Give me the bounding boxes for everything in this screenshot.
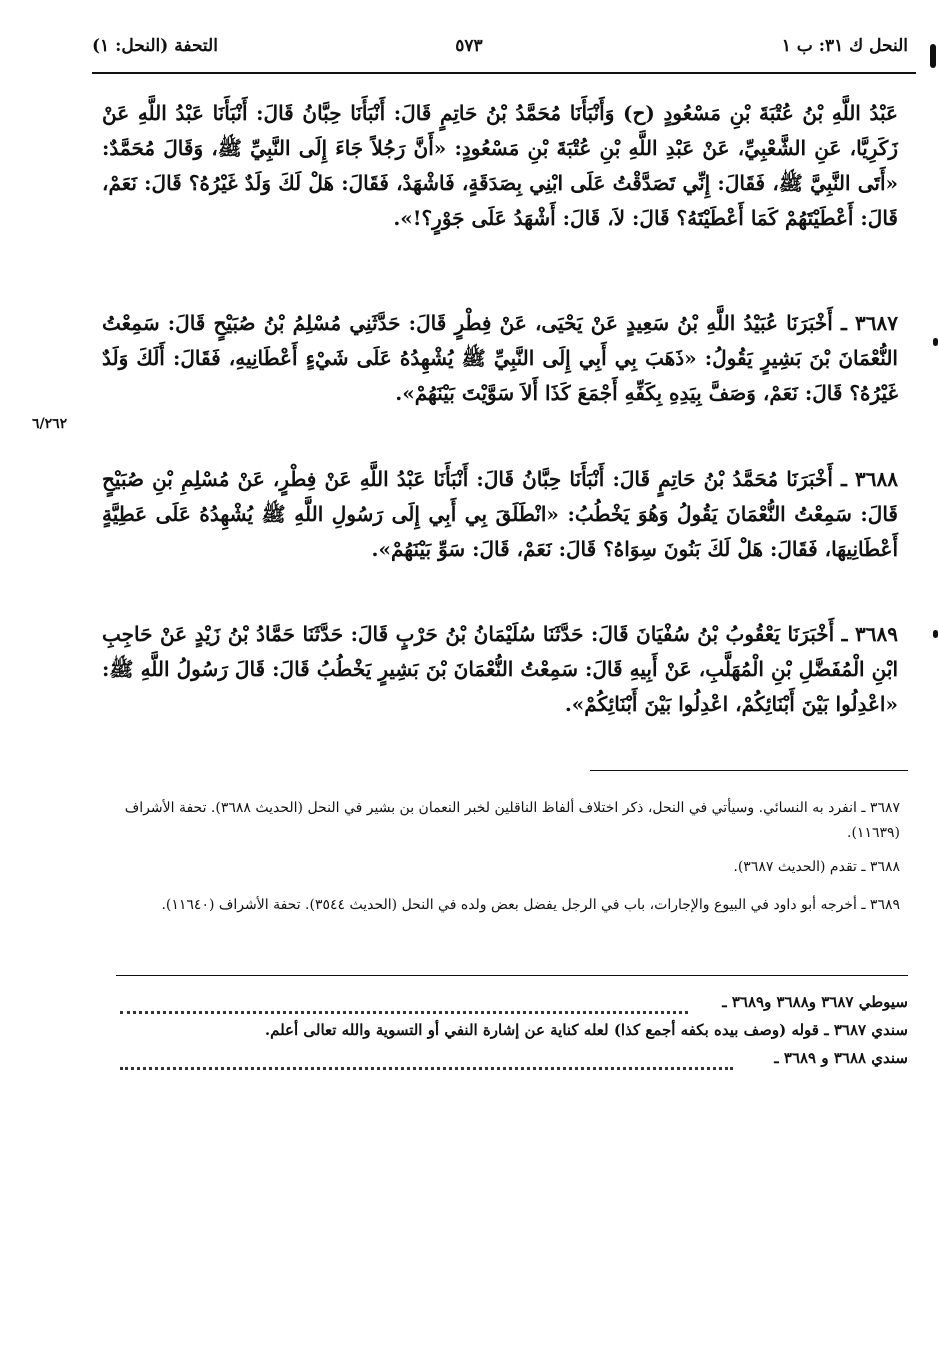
footnote: ٣٦٨٨ ـ تقدم (الحديث ٣٦٨٧). xyxy=(733,859,900,875)
dotted-leader xyxy=(120,1067,733,1070)
commentary-line: سندي ٣٦٨٧ ـ قوله (وصف بيده بكفه أجمع كذا) لعله كناية عن إشارة النفي أو التسوية والله تعالى أعلم. xyxy=(264,1021,908,1039)
hadith-paragraph: عَبْدُ اللَّهِ بْنُ عُتْبَةَ بْنِ مَسْعُودٍ (ح) وَأَنْبَأَنَا مُحَمَّدُ بْنُ حَاتِمٍ قَالَ: أَنْبَأَنَا حِبَّانُ قَالَ: أَنْبَأَنَا عَبْدُ اللَّهِ عَنْ زَكَرِيَّا، عَنِ الشَّعْبِيِّ، عَنْ عَبْدِ اللَّهِ بْنِ عُتْبَةَ بْنِ مَسْعُودٍ: «أَنَّ رَجُلاً جَاءَ إِلَى النَّبِيِّ ﷺ، وَقَالَ مُحَمَّدٌ: «أَتَى النَّبِيَّ ﷺ، فَقَالَ: إِنِّي تَصَدَّقْتُ عَلَى ابْنِي بِصَدَقَةٍ، فَاشْهَدْ، فَقَالَ: هَلْ لَكَ وَلَدٌ غَيْرُهُ؟ قَالَ: نَعَمْ، قَالَ: أَعْطَيْتَهُمْ كَمَا أَعْطَيْتَهُ؟ قَالَ: لاَ، قَالَ: أَشْهَدُ عَلَى جَوْرٍ؟!». xyxy=(102,101,898,230)
margin-reference: ٦/٢٦٢ xyxy=(32,416,68,432)
footnote-rule xyxy=(590,770,908,771)
dotted-leader xyxy=(120,1011,688,1014)
hadith-paragraph: ٣٦٨٩ ـ أَخْبَرَنَا يَعْقُوبُ بْنُ سُفْيَانَ قَالَ: حَدَّثَنَا سُلَيْمَانُ بْنُ حَرْبٍ قَالَ: حَدَّثَنَا حَمَّادُ بْنُ زَيْدٍ عَنْ حَاجِبِ ابْنِ الْمُفَضَّلِ بْنِ الْمُهَلَّبِ، عَنْ أَبِيهِ قَالَ: سَمِعْتُ النُّعْمَانَ بْنَ بَشِيرٍ يَخْطُبُ قَالَ: قَالَ رَسُولُ اللَّهِ ﷺ: «اعْدِلُوا بَيْنَ أَبْنَائِكُمْ، اعْدِلُوا بَيْنَ أَبْنَائِكُمْ». xyxy=(102,622,898,716)
commentary-line: سيوطي ٣٦٨٧ و٣٦٨٨ و٣٦٨٩ ـ xyxy=(722,993,908,1011)
hadith-paragraph: ٣٦٨٨ ـ أَخْبَرَنَا مُحَمَّدُ بْنُ حَاتِمٍ قَالَ: أَنْبَأَنَا حِبَّانُ قَالَ: أَنْبَأَنَا عَبْدُ اللَّهِ عَنْ فِطْرٍ، عَنْ مُسْلِمِ بْنِ صُبَيْحٍ قَالَ: سَمِعْتُ النُّعْمَانَ يَقُولُ وَهُوَ يَخْطُبُ: «انْطَلَقَ بِي أَبِي إِلَى رَسُولِ اللَّهِ ﷺ يُشْهِدُهُ عَلَى عَطِيَّةٍ أَعْطَانِيهَا، فَقَالَ: هَلْ لَكَ بَنُونَ سِوَاهُ؟ قَالَ: نَعَمْ، قَالَ: سَوِّ بَيْنَهُمْ». xyxy=(102,467,898,561)
page-edge-mark xyxy=(933,338,938,346)
commentary-line: سندي ٣٦٨٨ و ٣٦٨٩ ـ xyxy=(774,1049,908,1067)
page-number: ٥٧٣ xyxy=(455,36,483,56)
hadith-paragraph: ٣٦٨٧ ـ أَخْبَرَنَا عُبَيْدُ اللَّهِ بْنُ سَعِيدٍ عَنْ يَحْيَى، عَنْ فِطْرٍ قَالَ: حَدَّثَنِي مُسْلِمُ بْنُ صُبَيْحٍ قَالَ: سَمِعْتُ النُّعْمَانَ بْنَ بَشِيرٍ يَقُولُ: «ذَهَبَ بِي أَبِي إِلَى النَّبِيِّ ﷺ يُشْهِدُهُ عَلَى شَيْءٍ أَعْطَانِيهِ، فَقَالَ: أَلَكَ وَلَدٌ غَيْرُهُ؟ قَالَ: نَعَمْ، وَصَفَّ بِيَدِهِ بِكَفِّهِ أَجْمَعَ كَذَا أَلاَ سَوَّيْتَ بَيْنَهُمْ». xyxy=(102,311,898,405)
footnote: ٣٦٨٧ ـ انفرد به النسائي. وسيأتي في النحل، ذكر اختلاف ألفاظ الناقلين لخبر النعمان بن بشير في النحل (الحديث ٣٦٨٨). تحفة الأشراف (١١٦٣٩). xyxy=(124,800,900,841)
page-edge-mark xyxy=(933,630,938,638)
header-rule xyxy=(92,72,916,74)
running-header-chapter: النحل ك ٣١: ب ١ xyxy=(781,36,908,56)
footnote: ٣٦٨٩ ـ أخرجه أبو داود في البيوع والإجارات، باب في الرجل يفضل بعض ولده في النحل (الحديث ٣٥٤٤). تحفة الأشراف (١١٦٤٠). xyxy=(161,897,900,913)
running-header-tuhfa: التحفة (النحل: ١) xyxy=(92,36,218,56)
commentary-rule xyxy=(116,975,908,976)
